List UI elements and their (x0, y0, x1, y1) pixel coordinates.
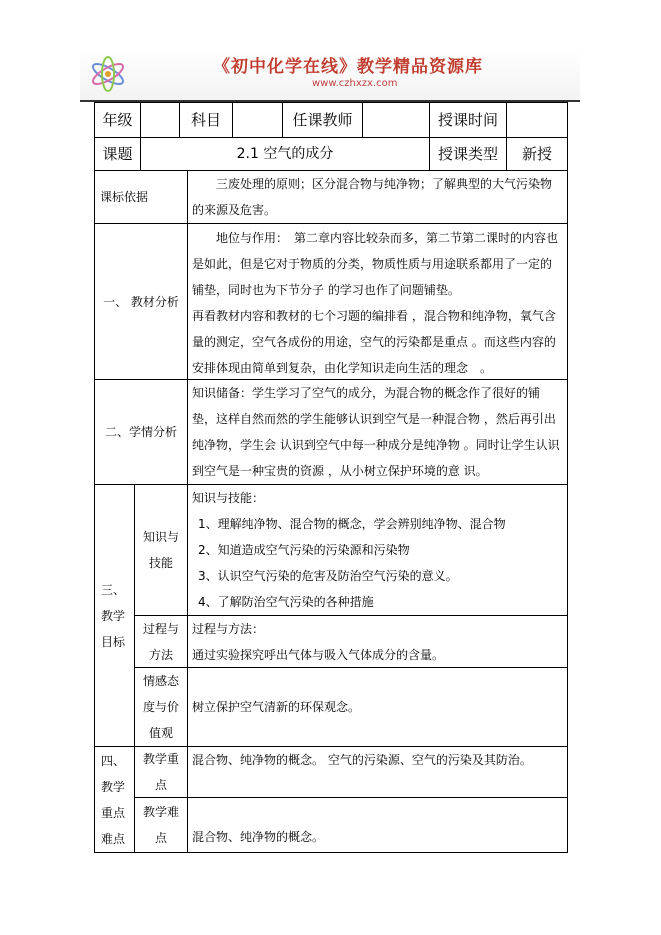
textbook-paragraph-1: 地位与作用： 第二章内容比较杂而多，第二节第二课时的内容也是如此，但是它对于物质的分类，物质性质与用途联系都用了一定的铺垫，同时也为下节分子 的学习也作了问题铺垫。 (192, 231, 559, 297)
banner-url: www.czhxzx.com (312, 78, 398, 89)
knowledge-skills-label: 知识与技能 (134, 484, 188, 616)
teacher-value[interactable] (362, 102, 430, 138)
process-title: 过程与方法： (192, 622, 265, 636)
difficult-point-label: 教学难点 (134, 797, 188, 853)
grade-label: 年级 (94, 102, 141, 138)
subject-label: 科目 (179, 102, 233, 138)
difficult-point-text: 混合物、纯净物的概念。 (187, 797, 568, 853)
textbook-paragraph-2: 再看教材内容和教材的七个习题的编排看 ，混合物和纯净物，氧气含量的测定，空气各成份的用途，空气的污染都是重点 。而这些内容的安排体现由简单到复杂，由化学知识走向生活的理念 。 (192, 309, 556, 375)
knowledge-item: 2、知道造成空气污染的污染源和污染物 (198, 543, 410, 557)
subject-value[interactable] (232, 102, 283, 138)
key-point-label: 教学重点 (134, 746, 188, 798)
knowledge-item: 4、了解防治空气污染的各种措施 (198, 595, 374, 609)
key-point-text: 混合物、纯净物的概念。 空气的污染源、空气的污染及其防治。 (187, 746, 568, 798)
topic-label: 课题 (94, 137, 141, 171)
attitude-values-text: 树立保护空气清新的环保观念。 (187, 667, 568, 747)
time-label: 授课时间 (429, 102, 507, 138)
textbook-analysis-label: 一、 教材分析 (94, 223, 188, 380)
process-method-label: 过程与方法 (134, 615, 188, 668)
knowledge-skills-cell (187, 484, 568, 616)
header-banner (80, 48, 580, 102)
learner-analysis-text: 知识储备：学生学习了空气的成分，为混合物的概念作了很好的铺垫，这样自然而然的学生能够认识到空气是一种混合物 ，然后再引出纯净物，学生会 认识到空气中每一种成分是纯净物 。同时让学生认识到空气是一种宝贵的资源 ，从小树立保护环境的意 识。 (187, 379, 568, 485)
banner-title: 《初中化学在线》教学精品资源库 (213, 57, 483, 77)
lesson-type-value: 新授 (506, 137, 568, 171)
teacher-label: 任课教师 (282, 102, 363, 138)
basis-label: 课标依据 (94, 170, 188, 224)
time-value[interactable] (506, 102, 568, 138)
grade-value[interactable] (140, 102, 180, 138)
knowledge-title: 知识与技能： (192, 491, 265, 505)
knowledge-item: 1、理解纯净物、混合物的概念，学会辨别纯净物、混合物 (198, 517, 506, 531)
textbook-analysis-cell (187, 223, 568, 380)
learner-analysis-label: 二、学情分析 (94, 379, 188, 485)
topic-value: 2.1 空气的成分 (140, 137, 430, 171)
atom-logo-icon (88, 54, 128, 94)
process-text: 通过实验探究呼出气体与吸入气体成分的含量。 (192, 648, 445, 662)
process-method-cell (187, 615, 568, 668)
lesson-type-label: 授课类型 (429, 137, 507, 171)
knowledge-item: 3、认识空气污染的危害及防治空气污染的意义。 (198, 569, 458, 583)
teaching-goals-label: 三、教学目标 (94, 484, 135, 747)
attitude-values-label: 情感态度与价值观 (134, 667, 188, 747)
basis-text: 三废处理的原则；区分混合物与纯净物；了解典型的大气污染物的来源及危害。 (187, 170, 568, 224)
key-difficult-label: 四、教学重点难点 (94, 746, 135, 853)
